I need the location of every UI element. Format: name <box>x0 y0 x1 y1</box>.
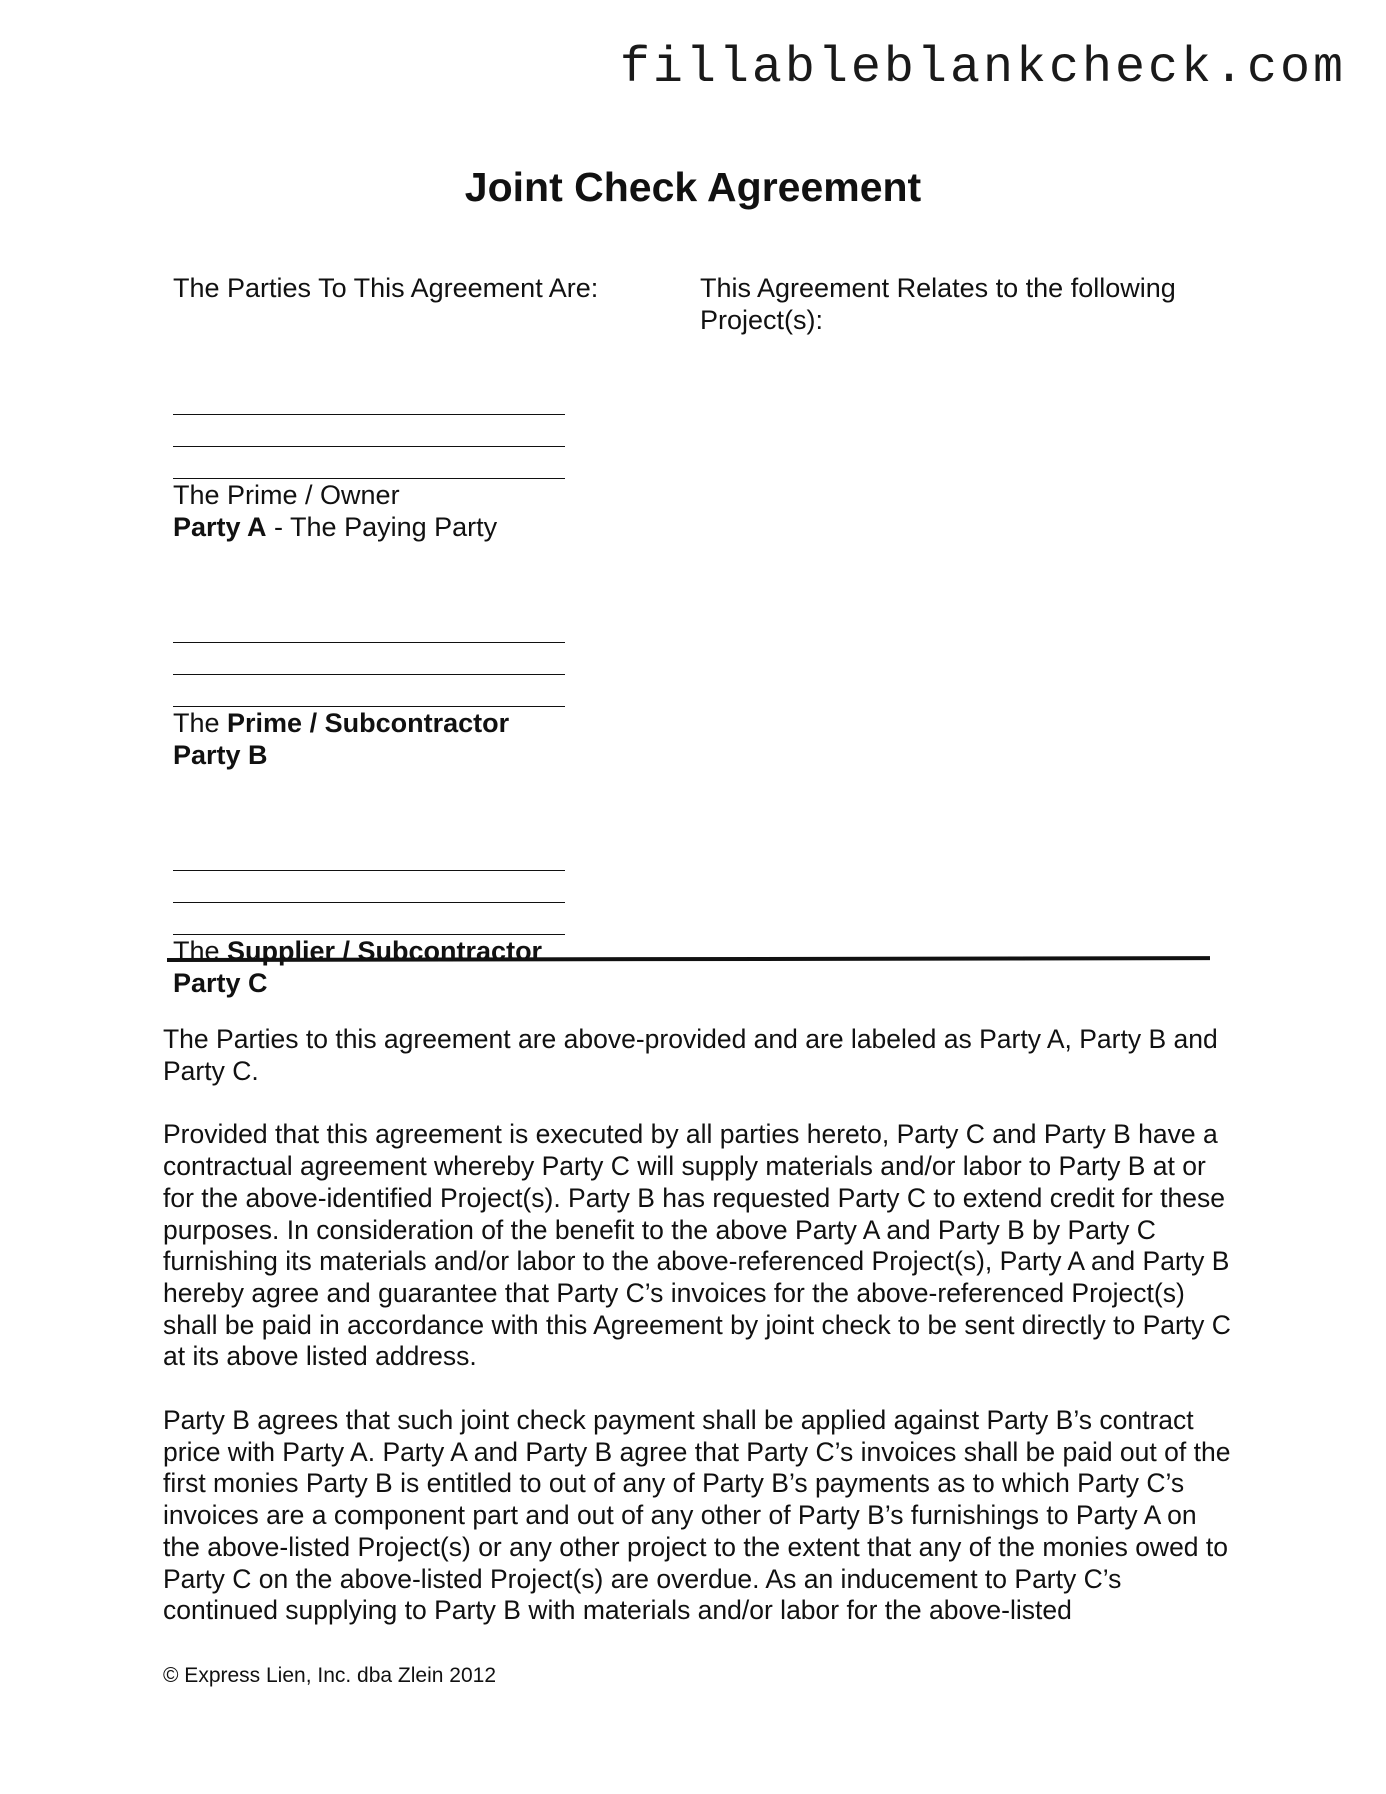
project-column <box>700 272 1220 336</box>
party-c-city-line[interactable] <box>173 903 565 935</box>
party-c-label: Party C <box>173 968 268 998</box>
party-b-name-line[interactable] <box>173 611 565 643</box>
party-a-label-rest: - The Paying Party <box>266 512 498 542</box>
party-a-address-line[interactable] <box>173 415 565 447</box>
party-a-label <box>173 511 613 543</box>
document-title: Joint Check Agreement <box>464 164 922 210</box>
party-b-address-line[interactable] <box>173 643 565 675</box>
party-a-block <box>173 383 613 543</box>
party-b-role <box>173 707 613 739</box>
paragraph-provided: Provided that this agreement is executed by all parties hereto, Party C and Party B have a contractual agreement whereby Party C will supply materials and/or labor to Party B at or for the above-identified Project(s). Party B has requested Party C to extend credit for these purposes. In consideration of the benefit to the above Party A and Party B by Party C furnishing its materials and/or labor to the above-referenced Project(s), Party A and Party B hereby agree and guarantee that Party C’s invoices for the above-referenced Project(s) shall be paid in accordance with this Agreement by joint check to be sent directly to Party C at its above listed address. <box>163 1119 1231 1372</box>
party-a-label-bold: Party A <box>173 512 267 542</box>
section-divider <box>167 956 1210 962</box>
paragraph-party-b-agrees: Party B agrees that such joint check payment shall be applied against Party B’s contract price with Party A. Party A and Party B agree that Party C’s invoices shall be paid out of the first monies Party B is entitled to out of any of Party B’s payments as to which Party C’s invoices are a component part and out of any other of Party B’s furnishings to Party A on the above-listed Project(s) or any other project to the extent that any of the monies owed to Party C on the above-listed Project(s) are overdue. As an inducement to Party C’s continued supplying to Party B with materials and/or labor for the above-listed <box>163 1405 1231 1626</box>
copyright-footer: © Express Lien, Inc. dba Zlein 2012 <box>163 1664 496 1687</box>
party-c-block <box>173 839 613 999</box>
watermark-text: fillableblankcheck.com <box>619 40 1346 97</box>
party-b-label: Party B <box>173 740 268 770</box>
parties-heading: The Parties To This Agreement Are: <box>173 273 599 303</box>
party-a-role: The Prime / Owner <box>173 480 400 510</box>
party-b-block <box>173 611 613 771</box>
party-b-role-bold: Prime / Subcontractor <box>227 708 510 738</box>
party-a-name-line[interactable] <box>173 383 565 415</box>
party-b-city-line[interactable] <box>173 675 565 707</box>
party-a-city-line[interactable] <box>173 447 565 479</box>
party-b-prefix: The <box>173 708 228 738</box>
party-c-address-line[interactable] <box>173 871 565 903</box>
paragraph-parties: The Parties to this agreement are above-provided and are labeled as Party A, Party B and Party C. <box>163 1024 1218 1086</box>
party-c-prefix: The <box>173 936 228 966</box>
parties-column <box>173 272 613 999</box>
agreement-body <box>163 1024 1233 1659</box>
project-heading: This Agreement Relates to the following Project(s): <box>700 273 1176 335</box>
party-c-role <box>173 935 613 967</box>
party-c-role-bold: Supplier / Subcontractor <box>227 936 543 966</box>
party-c-name-line[interactable] <box>173 839 565 871</box>
